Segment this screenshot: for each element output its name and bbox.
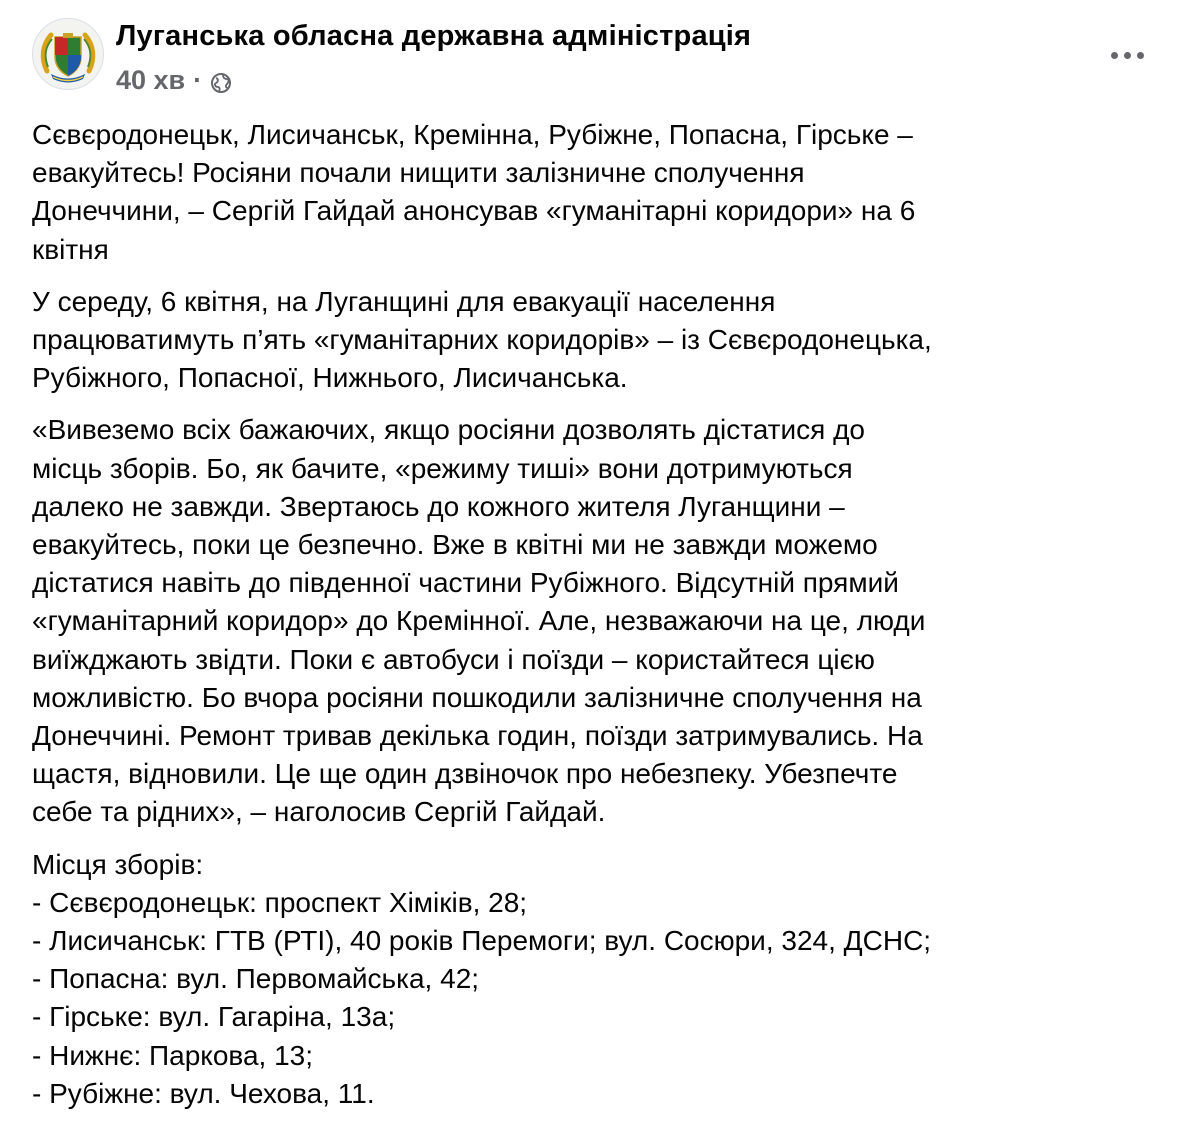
meta-separator: · — [193, 64, 203, 95]
globe-icon[interactable] — [210, 70, 232, 92]
coat-of-arms-icon — [33, 19, 103, 89]
dot-icon — [1137, 52, 1144, 59]
post-paragraph-locations: Місця зборів: - Сєвєродонецьк: проспект Хіміків, 28; - Лисичанськ: ГТВ (РТІ), 40 років Перемоги; вул. Сосюри, 324, ДСНС; - Попасна: вул. Первомайська, 42; - Гірське: вул. Гагаріна, 13а; - Нижнє: Паркова, 13; - Рубіжне: вул. Чехова, 11. — [32, 848, 932, 1109]
post-header — [32, 18, 1152, 102]
page-name-link[interactable]: Луганська обласна державна адміністрація — [116, 20, 752, 52]
post-meta — [116, 64, 232, 96]
post-paragraph-corridors: У середу, 6 квітня, на Луганщині для евакуації населення працюватимуть п’ять «гуманітарних коридорів» – із Сєвєродонецька, Рубіжного, Попасної, Нижнього, Лисичанська. — [32, 285, 932, 394]
post-paragraph-quote: «Вивеземо всіх бажаючих, якщо росіяни дозволять дістатися до місць зборів. Бо, як бачите, «режиму тиші» вони дотримуються далеко не завжди. Звертаюсь до кожного жителя Луганщини – евакуйтесь, поки це безпечно. Вже в квітні ми не завжди можемо дістатися навіть до південної частини Рубіжного. Відсутній прямий «гуманітарний коридор» до Кремінної. Але, незважаючи на це, люди виїжджають звідти. Поки є автобуси і поїзди – користайтеся цією можливістю. Бо вчора росіяни пошкодили залізничне сполучення на Донеччині. Ремонт тривав декілька годин, поїзди затримувались. На щастя, відновили. Це ще один дзвіночок про небезпеку. Убезпечте себе та рідних», – наголосив Сергій Гайдай. — [32, 414, 926, 828]
dot-icon — [1124, 52, 1131, 59]
page-avatar[interactable] — [32, 18, 104, 90]
post-text — [32, 116, 1157, 1113]
more-dots-icon[interactable] — [1102, 40, 1152, 70]
post-paragraph-headline: Сєвєродонецьк, Лисичанськ, Кремінна, Рубіжне, Попасна, Гірське – евакуйтесь! Росіяни почали нищити залізничне сполучення Донеччини, – Сергій Гайдай анонсував «гуманітарні коридори» на 6 квітня — [32, 119, 916, 265]
dot-icon — [1111, 52, 1118, 59]
post-timestamp[interactable]: 40 хв — [116, 64, 186, 95]
